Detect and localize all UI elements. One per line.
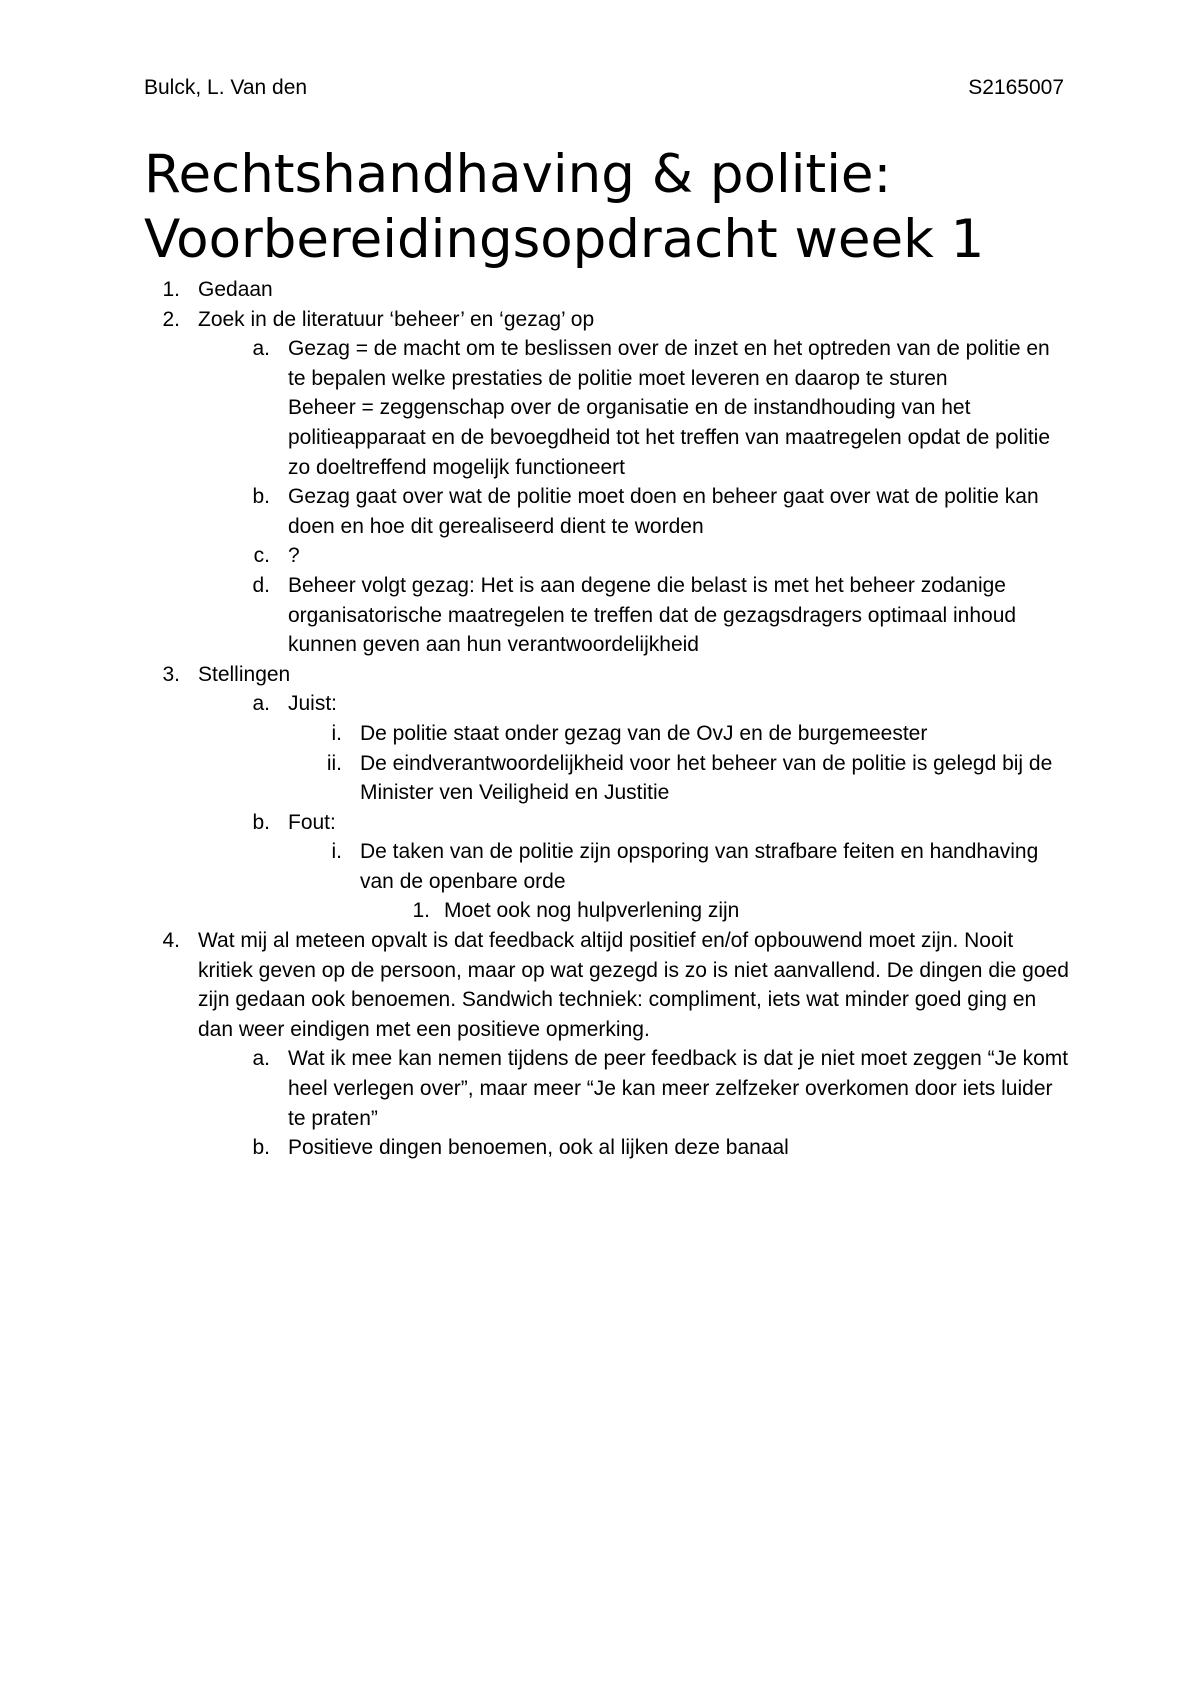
list-text: Zoek in de literatuur ‘beheer’ en ‘gezag’ op (198, 307, 595, 331)
list-number: a. (252, 692, 270, 716)
list-text: Gedaan (198, 278, 273, 301)
title-line-1: Rechtshandhaving & politie: (144, 144, 892, 205)
list-item (144, 541, 1069, 571)
list-item (144, 896, 1069, 926)
list-number: 1. (162, 278, 180, 301)
list-text: Stellingen (198, 662, 291, 686)
list-item (144, 334, 1069, 482)
list-item (144, 719, 1069, 749)
list-text: Wat ik mee kan nemen tijdens de peer feedback is dat je niet moet zeggen “Je komt heel verlegen over”, maar meer “Je kan meer zelfzeker overkomen door iets luider te praten” (288, 1047, 1069, 1130)
list-text: Beheer volgt gezag: Het is aan degene die belast is met het beheer zodanige organisatorische maatregelen te treffen dat de gezagsdragers optimaal inhoud kunnen geven aan hun verantwoordelijkheid (288, 573, 1017, 657)
document-body (144, 275, 1069, 1163)
list-item (144, 689, 1069, 719)
list-text-gezag: Gezag = de macht om te beslissen over de inzet en het optreden van de politie en te bepalen welke prestaties de politie moet leveren en daarop te sturen (288, 337, 1050, 390)
list-text: De politie staat onder gezag van de OvJ en de burgemeester (360, 721, 928, 745)
list-text-beheer: Beheer = zeggenschap over de organisatie en de instandhouding van het politieapparaat en de bevoegdheid tot het treffen van maatregelen opdat de politie zo doeltreffend mogelijk functioneert (288, 396, 1051, 479)
list-number: b. (252, 485, 270, 509)
list-item (144, 749, 1069, 808)
list-number: d. (252, 573, 270, 597)
list-text: De taken van de politie zijn opsporing van strafbare feiten en handhaving van de openbare orde (360, 840, 1039, 893)
list-number: b. (252, 1136, 270, 1160)
header-student-id: S2165007 (968, 76, 1064, 99)
list-number: c. (253, 544, 270, 568)
list-number: 1. (412, 899, 430, 923)
list-text: De eindverantwoordelijkheid voor het beheer van de politie is gelegd bij de Minister ven Veiligheid en Justitie (360, 751, 1053, 805)
list-text (288, 334, 1069, 482)
list-number: 3. (162, 662, 180, 686)
list-text: Juist: (288, 692, 338, 716)
list-item (144, 305, 1069, 335)
list-text: Wat mij al meteen opvalt is dat feedback altijd positief en/of opbouwend moet zijn. Nooit kritiek geven op de persoon, maar op wat gezegd is zo is niet aanvallend. De dingen die goed zijn gedaan ook benoemen. Sandwich techniek: compliment, iets wat minder goed ging en dan weer eindigen met een positieve opmerking. (198, 929, 1069, 1041)
list-number: i. (331, 840, 342, 864)
list-item (144, 482, 1069, 541)
list-text: Gezag gaat over wat de politie moet doen en beheer gaat over wat de politie kan doen en hoe dit gerealiseerd dient te worden (288, 485, 1039, 538)
list-item (144, 1044, 1069, 1133)
list-item (144, 1133, 1069, 1163)
list-number: a. (252, 1047, 270, 1071)
list-number: b. (252, 810, 270, 834)
list-number: 2. (162, 307, 180, 331)
title-line-2: Voorbereidingsopdracht week 1 (144, 209, 985, 270)
list-text: ? (288, 544, 300, 568)
header-author: Bulck, L. Van den (144, 76, 308, 99)
list-item (144, 926, 1069, 1044)
list-number: a. (252, 337, 270, 361)
list-number: i. (331, 721, 342, 745)
list-item (144, 808, 1069, 838)
list-text: Moet ook nog hulpverlening zijn (444, 899, 740, 923)
list-item (144, 571, 1069, 660)
list-number: ii. (326, 751, 342, 775)
list-text: Fout: (288, 810, 336, 834)
list-item (144, 837, 1069, 896)
list-item (144, 275, 1069, 305)
list-text: Positieve dingen benoemen, ook al lijken deze banaal (288, 1136, 789, 1160)
list-number: 4. (162, 929, 180, 953)
list-item (144, 660, 1069, 690)
page-title (144, 142, 1084, 272)
